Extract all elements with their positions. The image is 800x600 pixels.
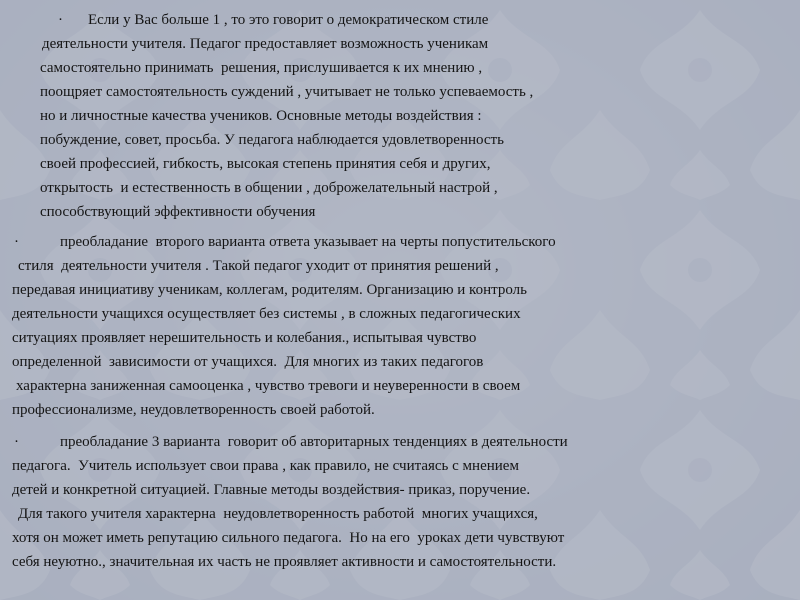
paragraph-1-line-2: деятельности учителя. Педагог предоставляет возможность ученикам — [42, 36, 489, 52]
paragraph-2-line-6: определенной зависимости от учащихся. Для многих из таких педагогов — [12, 354, 484, 370]
bullet-1: · — [58, 12, 63, 28]
paragraph-2-line-2: стиля деятельности учителя . Такой педагог уходит от принятия решений , — [18, 258, 499, 274]
paragraph-1-line-1: Если у Вас больше 1 , то это говорит о демократическом стиле — [88, 12, 489, 28]
paragraph-2-line-7: характерна заниженная самооценка , чувство тревоги и неуверенности в своем — [16, 378, 521, 394]
paragraph-2-line-8: профессионализме, неудовлетворенность своей работой. — [12, 402, 375, 418]
bullet-3: · — [14, 434, 19, 450]
paragraph-2-line-1: преобладание второго варианта ответа указывает на черты попустительского — [60, 234, 556, 250]
bullet-2: · — [14, 234, 19, 250]
paragraph-3-line-2: педагога. Учитель использует свои права , как правило, не считаясь с мнением — [12, 458, 519, 474]
paragraph-3-line-1: преобладание 3 варианта говорит об авторитарных тенденциях в деятельности — [60, 434, 568, 450]
paragraph-1-line-8: открытость и естественность в общении , доброжелательный настрой , — [40, 180, 498, 196]
paragraph-3-line-3: детей и конкретной ситуацией. Главные методы воздействия- приказ, поручение. — [12, 482, 531, 498]
paragraph-1-line-7: своей профессией, гибкость, высокая степень принятия себя и других, — [40, 156, 491, 172]
paragraph-2-line-3: передавая инициативу ученикам, коллегам, родителям. Организацию и контроль — [12, 282, 527, 298]
paragraph-1-line-3: самостоятельно принимать решения, прислушивается к их мнению , — [40, 60, 483, 76]
paragraph-3-line-6: себя неуютно., значительная их часть не проявляет активности и самостоятельности. — [12, 554, 557, 570]
paragraph-1-line-9: способствующий эффективности обучения — [40, 204, 316, 220]
paragraph-3-line-4: Для такого учителя характерна неудовлетворенность работой многих учащихся, — [18, 506, 538, 522]
paragraph-1-line-4: поощряет самостоятельность суждений , учитывает не только успеваемость , — [40, 84, 534, 100]
paragraph-2-line-5: ситуациях проявляет нерешительность и колебания., испытывая чувство — [12, 330, 477, 346]
paragraph-3-line-5: хотя он может иметь репутацию сильного педагога. Но на его уроках дети чувствуют — [12, 530, 565, 546]
paragraph-1-line-6: побуждение, совет, просьба. У педагога наблюдается удовлетворенность — [40, 132, 504, 148]
paragraph-1-line-5: но и личностные качества учеников. Основные методы воздействия : — [40, 108, 482, 124]
paragraph-2-line-4: деятельности учащихся осуществляет без системы , в сложных педагогических — [12, 306, 521, 322]
